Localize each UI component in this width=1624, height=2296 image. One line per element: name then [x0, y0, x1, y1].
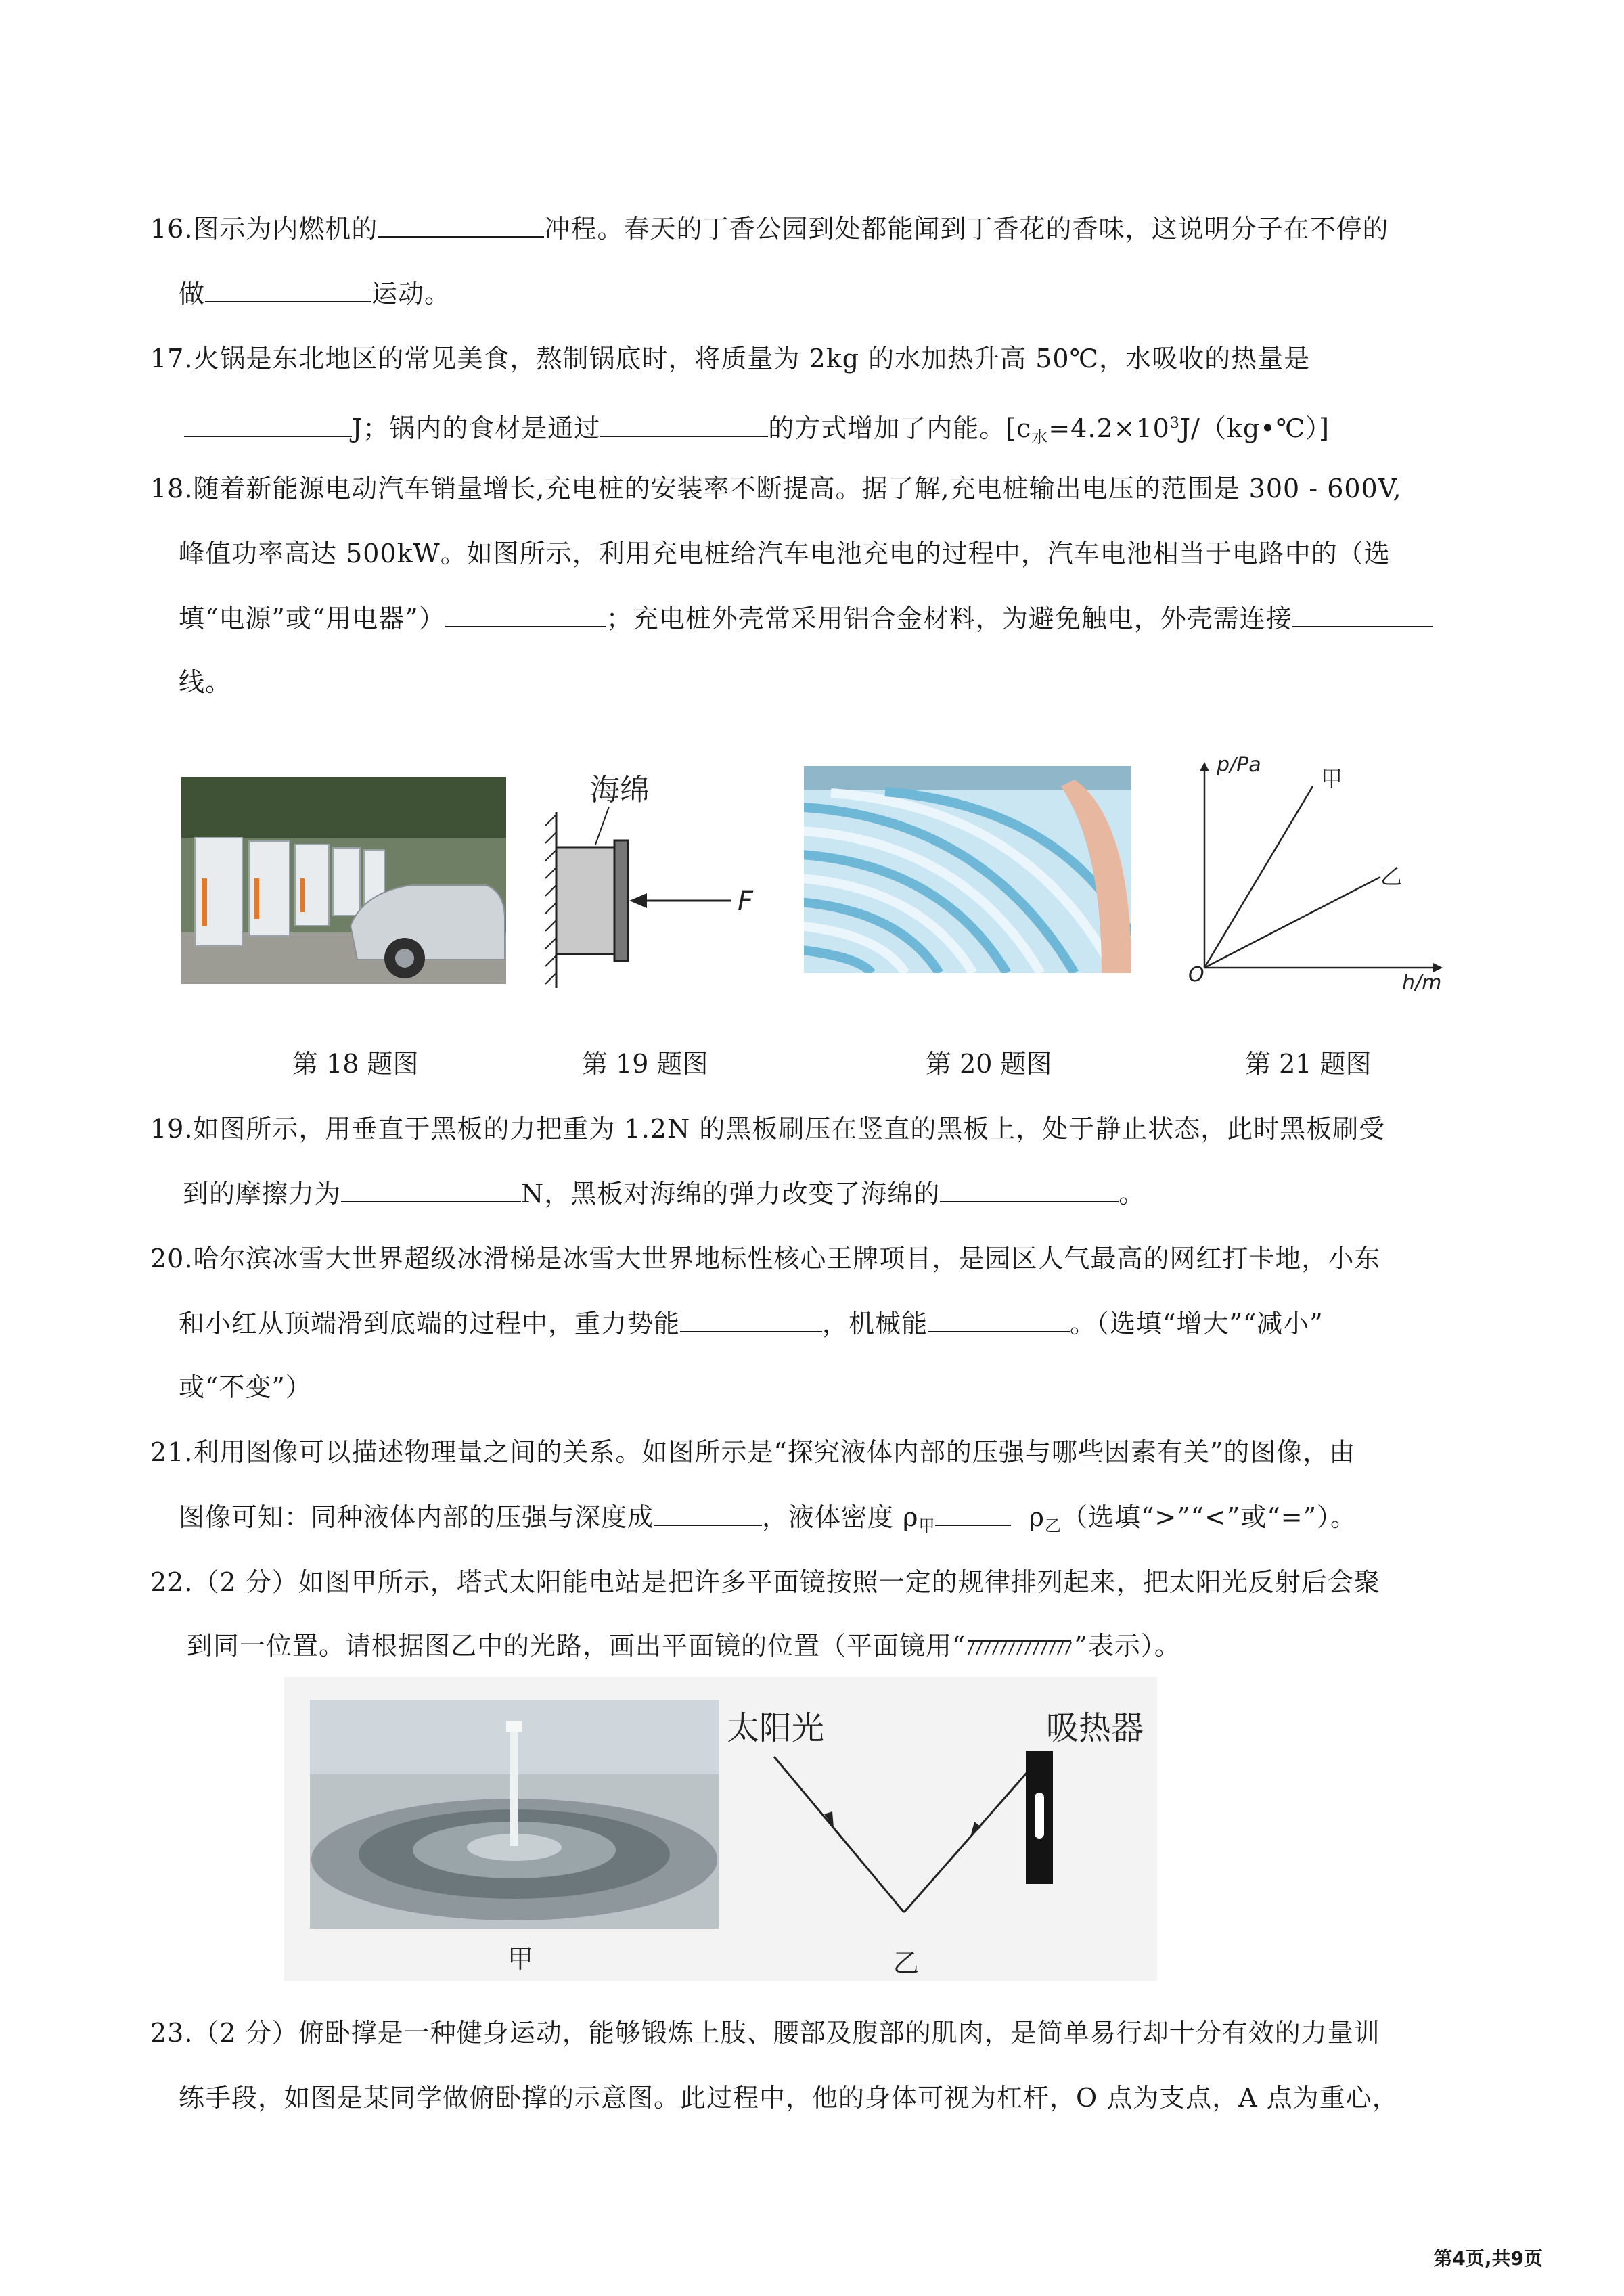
axis-label-p: p/Pa	[1217, 753, 1261, 777]
label-absorber: 吸热器	[1046, 1709, 1144, 1747]
q22-line2: 到同一位置。请根据图乙中的光路，画出平面镜的位置（平面镜用“ ”表示）。	[187, 1631, 1181, 1661]
figure-22-solar-tower	[284, 1677, 1157, 1981]
q17-line1: 17.火锅是东北地区的常见美食，熬制锅底时，将质量为 2kg 的水加热升高 50℃，水吸收的热量是	[150, 344, 1311, 374]
q18-line3: 填“电源”或“用电器”） ；充电桩外壳常采用铝合金材料，为避免触电，外壳需连接	[179, 602, 1433, 635]
caption-fig18: 第 18 题图	[292, 1049, 419, 1079]
answer-blank[interactable]	[341, 1178, 521, 1202]
q16-line1: 16.图示为内燃机的 冲程。春天的丁香公园到处都能闻到丁香花的香味，这说明分子在不停的	[150, 214, 1389, 244]
q20-line2: 和小红从顶端滑到底端的过程中，重力势能 ，机械能 。（选填“增大”“减小”	[179, 1309, 1324, 1338]
answer-blank[interactable]	[654, 1502, 762, 1526]
q22-line1: 22.（2 分）如图甲所示，塔式太阳能电站是把许多平面镜按照一定的规律排列起来，把太阳光反射后会聚	[150, 1567, 1380, 1597]
answer-blank[interactable]	[680, 1308, 822, 1332]
q23-line2: 练手段，如图是某同学做俯卧撑的示意图。此过程中，他的身体可视为杠杆，O 点为支点，A 点为重心，	[179, 2083, 1399, 2113]
q18-line2: 峰值功率高达 500kW。如图所示，利用充电桩给汽车电池充电的过程中，汽车电池相当于电路中的（选	[179, 539, 1391, 568]
q23-line1: 23.（2 分）俯卧撑是一种健身运动，能够锻炼上肢、腰部及腹部的肌肉，是简单易行却十分有效的力量训	[150, 2018, 1380, 2048]
plane-mirror-symbol-icon	[966, 1637, 1074, 1657]
q16-line2: 做 运动。	[179, 279, 451, 309]
figure-20-ice-slide-photo	[804, 766, 1131, 973]
caption-fig21: 第 21 题图	[1245, 1049, 1372, 1079]
answer-blank[interactable]	[184, 413, 352, 437]
answer-blank[interactable]	[940, 1178, 1119, 1202]
figure-19-sponge-diagram	[541, 765, 778, 995]
label-sponge: 海绵	[590, 773, 650, 807]
answer-blank[interactable]	[1292, 603, 1433, 627]
photo-label-jia: 甲	[508, 1944, 534, 1974]
q19-line1: 19.如图所示，用垂直于黑板的力把重为 1.2N 的黑板刷压在竖直的黑板上，处于静止状态，此时黑板刷受	[150, 1114, 1386, 1144]
answer-blank[interactable]	[928, 1308, 1070, 1332]
answer-blank[interactable]	[445, 603, 606, 627]
figure-18-charging-stations-photo	[181, 777, 506, 984]
q21-line1: 21.利用图像可以描述物理量之间的关系。如图所示是“探究液体内部的压强与哪些因素有关”的图像，由	[150, 1437, 1356, 1467]
answer-blank[interactable]	[935, 1502, 1011, 1526]
origin-label: O	[1188, 963, 1204, 987]
q18-line4: 线。	[179, 667, 232, 697]
axis-label-h: h/m	[1402, 971, 1442, 995]
answer-blank[interactable]	[600, 413, 768, 437]
q17-line2: J；锅内的食材是通过 的方式增加了内能。$[c_水=4.2\times 10^3J/(kg•℃)]$	[184, 407, 1330, 453]
answer-blank[interactable]	[205, 278, 371, 302]
answer-blank[interactable]	[378, 213, 544, 238]
q18-line1: 18.随着新能源电动汽车销量增长,充电桩的安装率不断提高。据了解,充电桩输出电压的范围是 300 - 600V,	[150, 474, 1402, 503]
diagram-label-yi: 乙	[893, 1948, 920, 1978]
caption-fig19: 第 19 题图	[582, 1049, 708, 1079]
label-force: F	[738, 886, 754, 917]
q20-line3: 或“不变”）	[179, 1372, 312, 1402]
q19-line2: 到的摩擦力为 N，黑板对海绵的弹力改变了海绵的 。	[183, 1179, 1146, 1209]
figure-21-pressure-depth-graph	[1177, 751, 1448, 1001]
caption-fig20: 第 20 题图	[926, 1049, 1052, 1079]
q21-line2: 图像可知：同种液体内部的压强与深度成 ，液体密度 $\rho_甲$ $\rho_乙$（选填“>”“<”或“=”）。	[179, 1502, 1357, 1535]
q20-line1: 20.哈尔滨冰雪大世界超级冰滑梯是冰雪大世界地标性核心王牌项目，是园区人气最高的网红打卡地，小东	[150, 1244, 1381, 1274]
line-label-jia: 甲	[1321, 766, 1343, 792]
label-sunlight: 太阳光	[727, 1709, 825, 1747]
line-label-yi: 乙	[1380, 863, 1403, 889]
page-number: 第4页,共9页	[1433, 2247, 1543, 2270]
